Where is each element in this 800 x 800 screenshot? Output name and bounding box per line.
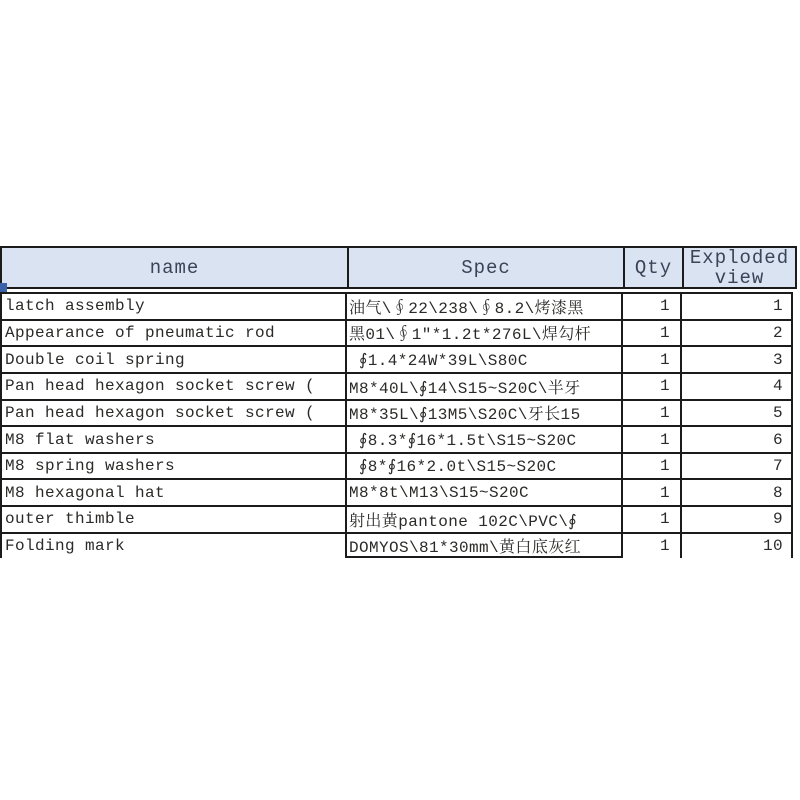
name-cell[interactable]: M8 spring washers <box>0 452 345 479</box>
exploded-view-cell[interactable]: 10 <box>680 532 793 559</box>
name-cell[interactable]: Double coil spring <box>0 345 345 372</box>
name-cell[interactable]: outer thimble <box>0 505 345 532</box>
qty-cell[interactable]: 1 <box>621 319 680 346</box>
column-header-spec[interactable]: Spec <box>347 248 623 287</box>
spec-cell[interactable]: ∮8*∮16*2.0t\S15~S20C <box>345 452 621 479</box>
name-cell[interactable]: Appearance of pneumatic rod <box>0 319 345 346</box>
spec-cell[interactable]: M8*40L\∮14\S15~S20C\半牙 <box>345 372 621 399</box>
qty-cell[interactable]: 1 <box>621 292 680 319</box>
spec-cell[interactable]: DOMYOS\81*30mm\黄白底灰红 <box>345 532 621 559</box>
exploded-view-cell[interactable]: 3 <box>680 345 793 372</box>
column-header-name[interactable]: name <box>149 256 200 279</box>
bom-table <box>0 246 797 558</box>
selection-handle[interactable] <box>0 283 7 292</box>
qty-cell[interactable]: 1 <box>621 345 680 372</box>
qty-cell[interactable]: 1 <box>621 532 680 559</box>
column-header-exploded-view[interactable]: Exploded view <box>682 248 795 287</box>
spec-cell[interactable]: M8*8t\M13\S15~S20C <box>345 478 621 505</box>
name-cell[interactable]: Folding mark <box>0 532 345 559</box>
spec-cell[interactable]: 黑01\∮1″*1.2t*276L\焊勾杆 <box>345 319 621 346</box>
name-cell[interactable]: Pan head hexagon socket screw ( <box>0 399 345 426</box>
table-header-row <box>0 246 797 289</box>
exploded-view-cell[interactable]: 9 <box>680 505 793 532</box>
exploded-view-cell[interactable]: 7 <box>680 452 793 479</box>
spec-cell[interactable]: M8*35L\∮13M5\S20C\牙长15 <box>345 399 621 426</box>
spec-cell[interactable]: ∮8.3*∮16*1.5t\S15~S20C <box>345 425 621 452</box>
exploded-view-cell[interactable]: 5 <box>680 399 793 426</box>
qty-cell[interactable]: 1 <box>621 399 680 426</box>
exploded-view-cell[interactable]: 2 <box>680 319 793 346</box>
name-cell[interactable]: latch assembly <box>0 292 345 319</box>
exploded-view-cell[interactable]: 4 <box>680 372 793 399</box>
exploded-view-cell[interactable]: 8 <box>680 478 793 505</box>
exploded-view-cell[interactable]: 1 <box>680 292 793 319</box>
qty-cell[interactable]: 1 <box>621 478 680 505</box>
name-cell[interactable]: Pan head hexagon socket screw ( <box>0 372 345 399</box>
qty-cell[interactable]: 1 <box>621 505 680 532</box>
spec-cell[interactable]: ∮1.4*24W*39L\S80C <box>345 345 621 372</box>
name-cell[interactable]: M8 flat washers <box>0 425 345 452</box>
spec-cell[interactable]: 射出黄pantone 102C\PVC\∮ <box>345 505 621 532</box>
qty-cell[interactable]: 1 <box>621 372 680 399</box>
qty-cell[interactable]: 1 <box>621 452 680 479</box>
column-header-qty[interactable]: Qty <box>623 248 682 287</box>
name-cell[interactable]: M8 hexagonal hat <box>0 478 345 505</box>
exploded-view-cell[interactable]: 6 <box>680 425 793 452</box>
table-body <box>0 292 797 558</box>
qty-cell[interactable]: 1 <box>621 425 680 452</box>
spec-cell[interactable]: 油气\∮22\238\∮8.2\烤漆黑 <box>345 292 621 319</box>
